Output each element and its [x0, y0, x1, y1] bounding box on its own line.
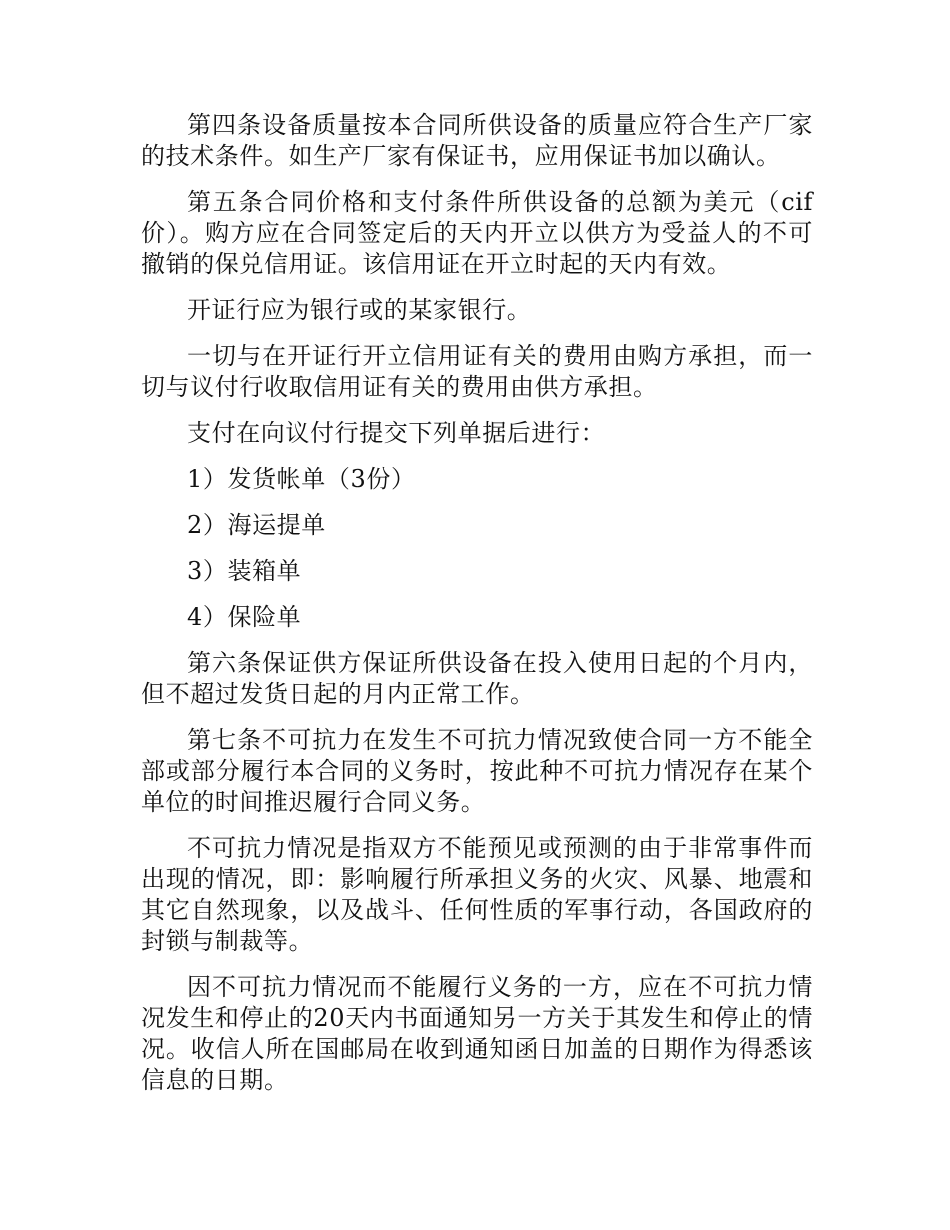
list-item: 4）保险单 [187, 603, 302, 631]
bank-fees-paragraph: 一切与在开证行开立信用证有关的费用由购方承担，而一切与议付行收取信用证有关的费用由供方承担。 [141, 342, 813, 401]
force-majeure-definition-paragraph: 不可抗力情况是指双方不能预见或预测的由于非常事件而出现的情况，即：影响履行所承担义务的火灾、风暴、地震和其它自然现象，以及战斗、任何性质的军事行动，各国政府的封锁与制裁等。 [141, 834, 813, 955]
article-7-paragraph: 第七条不可抗力在发生不可抗力情况致使合同一方不能全部或部分履行本合同的义务时，按此种不可抗力情况存在某个单位的时间推迟履行合同义务。 [141, 726, 813, 816]
payment-documents-paragraph: 支付在向议付行提交下列单据后进行： [187, 419, 606, 447]
issuing-bank-paragraph: 开证行应为银行或的某家银行。 [187, 296, 532, 324]
article-4-paragraph: 第四条设备质量按本合同所供设备的质量应符合生产厂家的技术条件。如生产厂家有保证书，应用保证书加以确认。 [141, 111, 813, 170]
list-item: 1）发货帐单（3份） [187, 465, 416, 493]
force-majeure-notice-paragraph: 因不可抗力情况而不能履行义务的一方，应在不可抗力情况发生和停止的20天内书面通知另一方关于其发生和停止的情况。收信人所在国邮局在收到通知函日加盖的日期作为得悉该信息的日期。 [141, 973, 813, 1094]
list-item: 3）装箱单 [187, 557, 302, 585]
list-item: 2）海运提单 [187, 511, 326, 539]
document-body [141, 110, 813, 1111]
article-6-paragraph: 第六条保证供方保证所供设备在投入使用日起的个月内，但不超过发货日起的月内正常工作。 [141, 649, 813, 708]
article-5-paragraph: 第五条合同价格和支付条件所供设备的总额为美元（cif价）。购方应在合同签定后的天内开立以供方为受益人的不可撤销的保兑信用证。该信用证在开立时起的天内有效。 [141, 188, 813, 278]
